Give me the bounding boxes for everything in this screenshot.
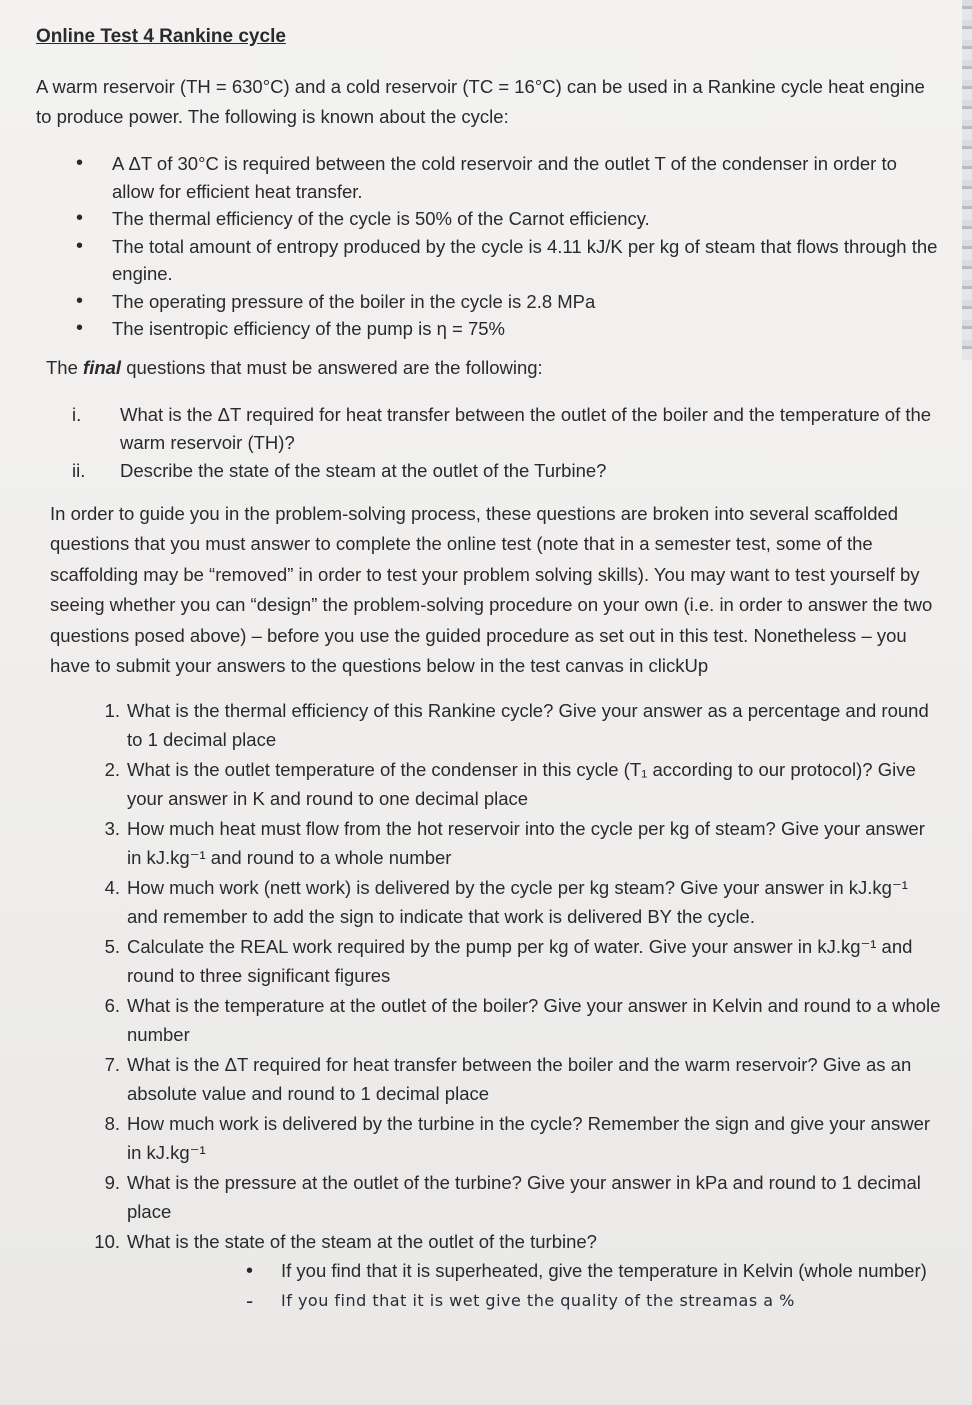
superheated-option: • If you find that it is superheated, give the temperature in Kelvin (whole number) [36,1256,942,1286]
final-questions-list [36,401,942,485]
scaffold-question: 2. What is the outlet temperature of the condenser in this cycle (T₁ according to our protocol)? Give your answer in K and round to one decimal place [104,758,916,809]
scaffold-question: 7. What is the ΔT required for heat transfer between the boiler and the warm reservoir? Give as an absolute value and round to 1 decimal place [104,1053,912,1104]
page-title: Online Test 4 Rankine cycle [36,26,286,47]
intro-paragraph: A warm reservoir (TH = 630°C) and a cold reservoir (TC = 16°C) can be used in a Rankine cycle heat engine to produce power. The following is known about the cycle: [36,76,925,127]
scaffold-question: 8. How much work is delivered by the turbine in the cycle? Remember the sign and give your answer in kJ.kg⁻¹ [104,1112,931,1163]
handwritten-wet-option: - If you find that it is wet give the quality of the streamas a % [36,1286,942,1316]
fact-item: • A ΔT of 30°C is required between the cold reservoir and the outlet T of the condenser in order to allow for efficient heat transfer. [36,150,942,205]
final-question: i. What is the ΔT required for heat transfer between the outlet of the boiler and the temperature of the warm reservoir (TH)? [72,403,932,453]
fact-item: • The thermal efficiency of the cycle is 50% of the Carnot efficiency. [36,205,942,233]
final-question: ii. Describe the state of the steam at the outlet of the Turbine? [72,459,607,481]
steam-state-options [36,1256,942,1316]
scaffold-question: 1. What is the thermal efficiency of this Rankine cycle? Give your answer as a percentage and round to 1 decimal place [104,699,929,750]
scaffolded-questions-list [36,696,942,1257]
scaffold-question: 10. What is the state of the steam at the outlet of the turbine? [94,1230,597,1252]
fact-item: • The operating pressure of the boiler in the cycle is 2.8 MPa [36,288,942,316]
scaffold-question: 3. How much heat must flow from the hot reservoir into the cycle per kg of steam? Give your answer in kJ.kg⁻¹ and round to a whole number [104,817,925,868]
final-questions-heading: The final questions that must be answered are the following: [46,356,543,378]
scaffold-question: 4. How much work (nett work) is delivered by the cycle per kg steam? Give your answer in kJ.kg⁻¹ and remember to add the sign to indicate that work is delivered BY the cycle. [104,876,908,927]
fact-item: • The isentropic efficiency of the pump is η = 75% [36,315,942,343]
emphasis-final: final [83,356,122,378]
fact-item: • The total amount of entropy produced by the cycle is 4.11 kJ/K per kg of steam that flows through the engine. [36,233,942,288]
scaffold-question: 5. Calculate the REAL work required by the pump per kg of water. Give your answer in kJ.kg⁻¹ and round to three significant figures [104,935,913,986]
guide-paragraph: In order to guide you in the problem-solving process, these questions are broken into several scaffolded questions that you must answer to complete the online test (note that in a semester test, some of the scaffolding may be “removed” in order to test your problem solving skills). You may want to test yourself by seeing whether you can “design” the problem-solving procedure on your own (i.e. in order to answer the two questions posed above) – before you use the guided procedure as set out in this test. Nonetheless – you have to submit your answers to the questions below in the test canvas in clickUp [50,502,933,676]
scaffold-question: 9. What is the pressure at the outlet of the turbine? Give your answer in kPa and round to 1 decimal place [104,1171,921,1222]
paper-edge [962,0,972,360]
known-facts-list [36,150,942,343]
scaffold-question: 6. What is the temperature at the outlet of the boiler? Give your answer in Kelvin and round to a whole number [104,994,941,1045]
